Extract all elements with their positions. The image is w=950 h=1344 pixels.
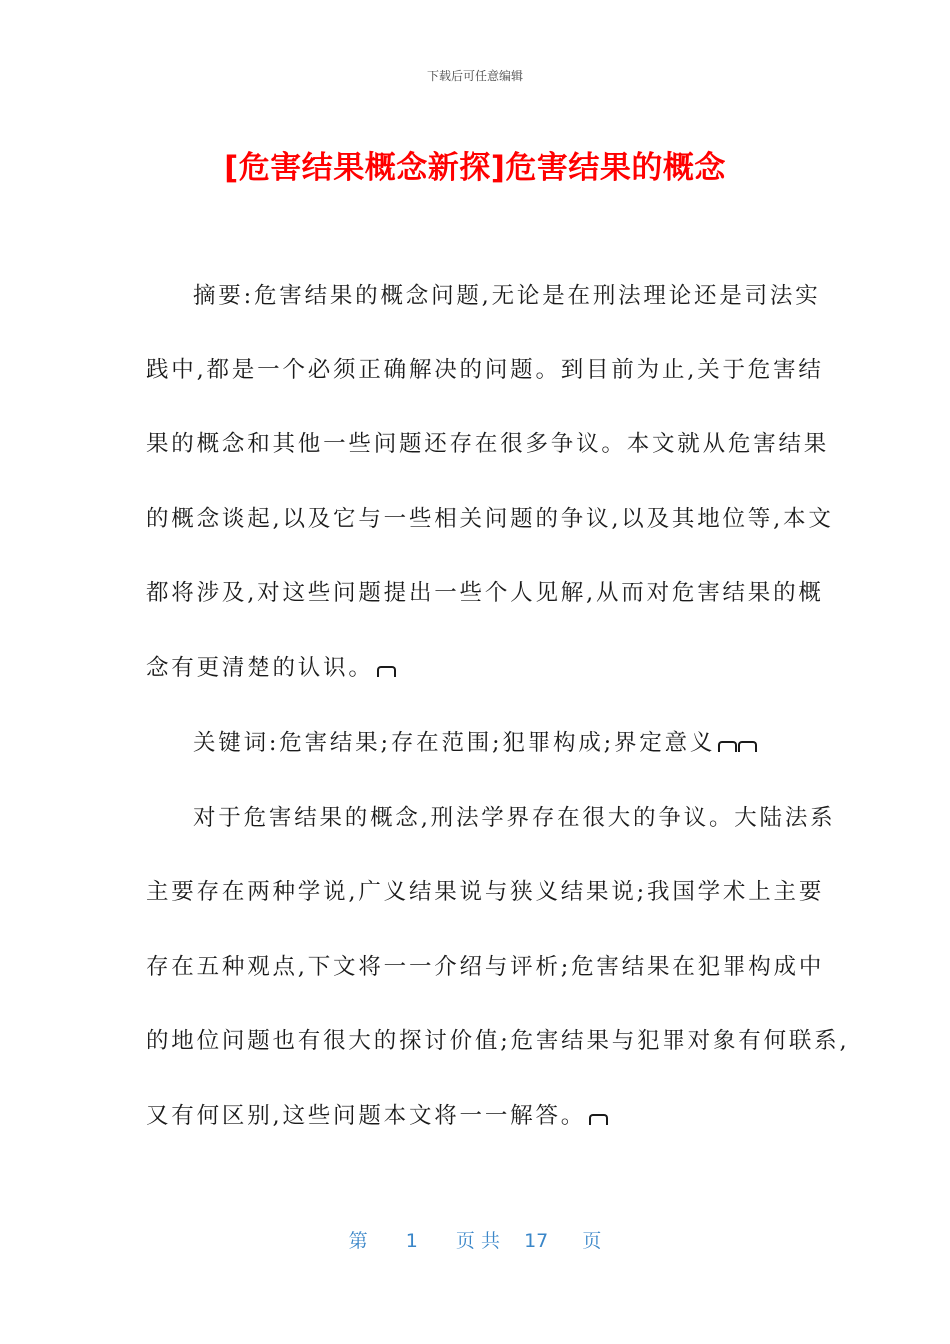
paragraph-line <box>146 877 824 907</box>
page-number-current: 1 <box>405 1230 418 1252</box>
paragraph-line <box>146 1101 608 1131</box>
paragraph-line <box>146 578 824 608</box>
paragraph-line <box>146 653 396 683</box>
footer-ye-gong: 页 共 <box>455 1230 500 1252</box>
document-title: [危害结果概念新探]危害结果的概念 <box>224 150 726 186</box>
line-text: 关键词:危害结果;存在范围;犯罪构成;界定意义 <box>193 730 716 756</box>
paragraph-line <box>146 1026 849 1056</box>
paragraph-line <box>146 355 824 385</box>
line-text: 摘要:危害结果的概念问题,无论是在刑法理论还是司法实 <box>193 283 821 309</box>
footer-di: 第 <box>348 1230 368 1252</box>
line-text: 践中,都是一个必须正确解决的问题。到目前为止,关于危害结 <box>146 357 824 383</box>
line-text: 对于危害结果的概念,刑法学界存在很大的争议。大陆法系 <box>193 805 836 831</box>
page-number-total: 17 <box>524 1230 549 1252</box>
header-note: 下载后可任意编辑 <box>426 69 523 83</box>
line-text: 主要存在两种学说,广义结果说与狭义结果说;我国学术上主要 <box>146 879 825 905</box>
paragraph-mark-icon <box>718 741 737 752</box>
line-text: 的地位问题也有很大的探讨价值;危害结果与犯罪对象有何联系, <box>146 1028 850 1054</box>
paragraph-line <box>146 952 824 982</box>
paragraph-mark-icon <box>377 666 396 677</box>
paragraph-mark-icon <box>738 741 757 752</box>
paragraph-line <box>193 803 835 833</box>
page-footer <box>0 1226 950 1253</box>
line-text: 存在五种观点,下文将一一介绍与评析;危害结果在犯罪构成中 <box>146 954 825 980</box>
paragraph-line <box>193 281 821 311</box>
keywords-line <box>193 728 757 758</box>
paragraph-line <box>146 504 834 534</box>
line-text: 的概念谈起,以及它与一些相关问题的争议,以及其地位等,本文 <box>146 506 834 532</box>
footer-ye: 页 <box>582 1230 602 1252</box>
paragraph-mark-icon <box>589 1114 608 1125</box>
line-text: 果的概念和其他一些问题还存在很多争议。本文就从危害结果 <box>146 431 830 457</box>
paragraph-line <box>146 429 829 459</box>
line-text: 都将涉及,对这些问题提出一些个人见解,从而对危害结果的概 <box>146 580 824 606</box>
line-text: 念有更清楚的认识。 <box>146 655 374 681</box>
line-text: 又有何区别,这些问题本文将一一解答。 <box>146 1103 587 1129</box>
